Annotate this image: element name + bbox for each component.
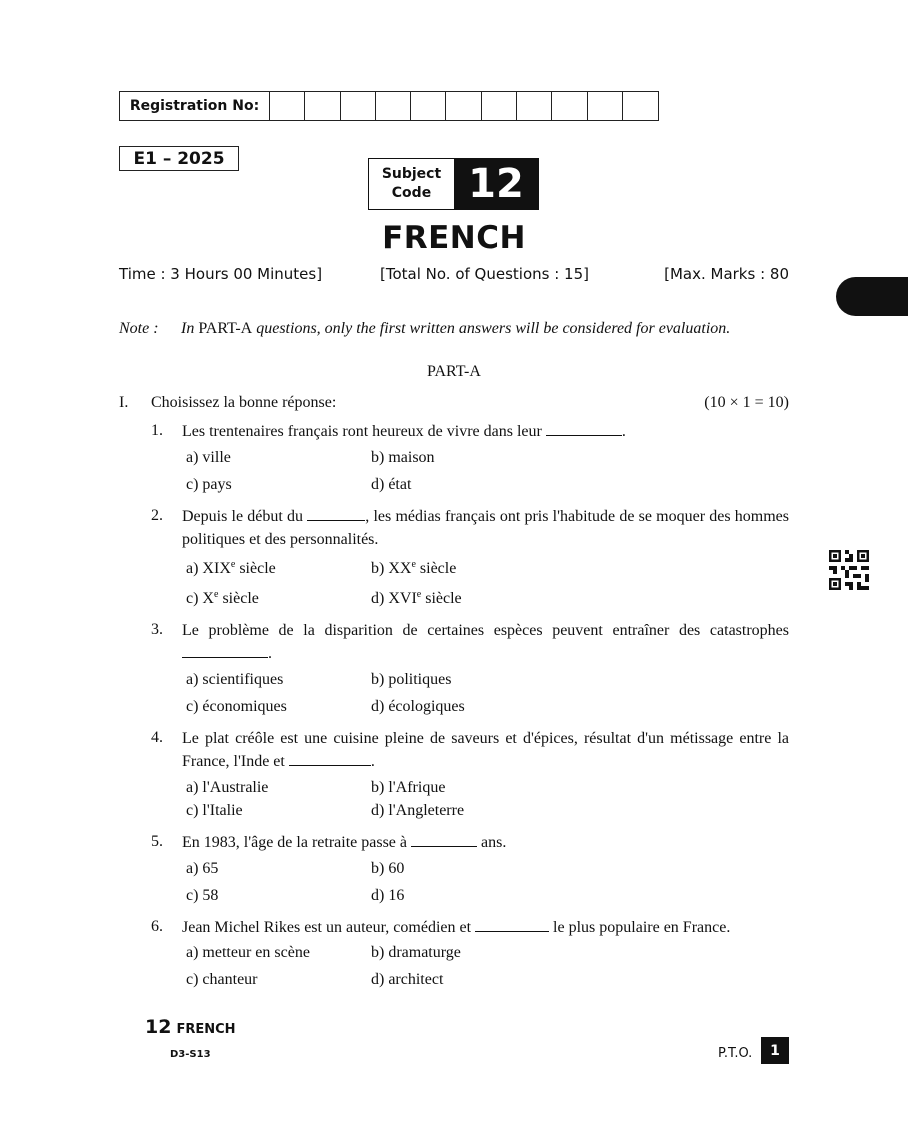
note-label: Note : [119, 320, 159, 337]
option-b-sup: e [411, 559, 416, 570]
question-number: 2. [151, 507, 163, 524]
option-d [371, 590, 462, 608]
registration-cell[interactable] [305, 92, 340, 120]
question-text [182, 420, 789, 443]
option-a: a) scientifiques [186, 671, 284, 688]
question-text-pre: Depuis le début du [182, 508, 308, 525]
section-title: Choisissez la bonne réponse: [151, 394, 337, 411]
option-c: c) l'Italie [186, 802, 243, 819]
question-text [182, 831, 789, 854]
option-b: b) l'Afrique [371, 779, 446, 796]
edition-tag: E1 – 2025 [119, 146, 239, 171]
option-c [186, 590, 259, 608]
option-c-base: c) X [186, 590, 214, 607]
option-c: c) 58 [186, 887, 219, 904]
question-text [182, 727, 789, 773]
registration-cells [270, 92, 658, 120]
option-d: d) 16 [371, 887, 405, 904]
qr-code-icon [829, 550, 869, 590]
option-c: c) pays [186, 476, 232, 493]
registration-cell[interactable] [552, 92, 587, 120]
footer-subject-name: FRENCH [176, 1022, 236, 1037]
registration-box [119, 91, 659, 121]
option-b: b) politiques [371, 671, 452, 688]
subject-code-label-line1: Subject [381, 166, 442, 182]
section-number: I. [119, 394, 129, 411]
subject-code-label [369, 159, 454, 209]
option-d: d) l'Angleterre [371, 802, 465, 819]
option-d-rest: siècle [421, 590, 462, 607]
question-text-pre: En 1983, l'âge de la retraite passe à [182, 834, 412, 851]
option-b: b) 60 [371, 860, 405, 877]
max-marks: [Max. Marks : 80 [664, 265, 789, 283]
page-title: FRENCH [382, 220, 526, 256]
question-text-post: , les médias français ont pris l'habitude de se moquer des hommes politiques et des personnalités. [182, 508, 790, 548]
option-d: d) architect [371, 971, 444, 988]
option-d-base: d) XVI [371, 590, 417, 607]
option-a-rest: siècle [235, 560, 276, 577]
registration-cell[interactable] [446, 92, 481, 120]
page-number: 1 [761, 1037, 789, 1064]
option-b: b) dramaturge [371, 944, 461, 961]
registration-cell[interactable] [376, 92, 411, 120]
registration-cell[interactable] [588, 92, 623, 120]
footer-code: D3-S13 [170, 1049, 211, 1060]
question-text [182, 916, 789, 939]
option-c-rest: siècle [218, 590, 259, 607]
question-text-pre: Le problème de la disparition de certaines espèces peuvent entraîner des catastrophes [182, 622, 789, 639]
total-questions: [Total No. of Questions : 15] [380, 265, 589, 283]
option-b: b) maison [371, 449, 435, 466]
footer-subject [145, 1016, 236, 1038]
option-c: c) chanteur [186, 971, 258, 988]
note-text-pre: In [181, 320, 199, 337]
question-text-pre: Le plat créôle est une cuisine pleine de saveurs et d'épices, résultat d'un métissage entre la France, l'Inde et [182, 730, 789, 770]
question-text-pre: Les trentenaires français ront heureux de vivre dans leur [182, 423, 546, 440]
subject-code-label-line2: Code [391, 185, 432, 201]
registration-cell[interactable] [623, 92, 658, 120]
section-marks: (10 × 1 = 10) [704, 394, 789, 411]
registration-label: Registration No: [120, 92, 270, 120]
option-a [186, 560, 276, 578]
part-heading: PART-A [427, 363, 481, 380]
question-text [182, 619, 789, 665]
option-a-sup: e [230, 559, 236, 570]
question-number: 4. [151, 729, 163, 746]
subject-code-number: 12 [454, 159, 538, 209]
option-d: d) état [371, 476, 412, 493]
subject-code-box [368, 158, 539, 210]
option-b-base: b) XX [371, 560, 412, 577]
option-c: c) économiques [186, 698, 287, 715]
footer-subject-number: 12 [145, 1016, 172, 1038]
option-b [371, 560, 456, 578]
answer-blank [475, 917, 549, 932]
option-c-sup: e [213, 589, 219, 600]
side-tab-marker [836, 277, 908, 316]
exam-duration: Time : 3 Hours 00 Minutes] [119, 265, 323, 283]
option-a: a) 65 [186, 860, 219, 877]
question-number: 5. [151, 833, 163, 850]
registration-cell[interactable] [270, 92, 305, 120]
registration-cell[interactable] [517, 92, 552, 120]
option-a-base: a) XIX [186, 560, 231, 577]
registration-cell[interactable] [482, 92, 517, 120]
answer-blank [289, 751, 371, 766]
footer-pto: P.T.O. [718, 1046, 753, 1061]
question-text-post: . [268, 645, 272, 662]
question-number: 3. [151, 621, 163, 638]
question-text-post: . [370, 753, 375, 770]
answer-blank [307, 506, 365, 521]
question-number: 6. [151, 918, 163, 935]
option-d: d) écologiques [371, 698, 465, 715]
question-text [182, 505, 789, 551]
registration-cell[interactable] [411, 92, 446, 120]
note-text-part: PART-A [198, 320, 253, 337]
question-text-post: . [621, 423, 626, 440]
question-text-post: ans. [477, 834, 507, 851]
question-text-pre: Jean Michel Rikes est un auteur, comédien et [182, 919, 476, 936]
option-a: a) l'Australie [186, 779, 269, 796]
option-a: a) metteur en scène [186, 944, 310, 961]
question-text-post: le plus populaire en France. [549, 919, 731, 936]
note-text-post: questions, only the first written answers will be considered for evaluation. [252, 320, 731, 337]
option-b-rest: siècle [415, 560, 457, 577]
note [119, 320, 730, 338]
answer-blank [411, 832, 477, 847]
question-number: 1. [151, 422, 163, 439]
answer-blank [546, 421, 622, 436]
registration-cell[interactable] [341, 92, 376, 120]
option-d-sup: e [416, 589, 422, 600]
answer-blank [182, 643, 268, 658]
option-a: a) ville [186, 449, 231, 466]
